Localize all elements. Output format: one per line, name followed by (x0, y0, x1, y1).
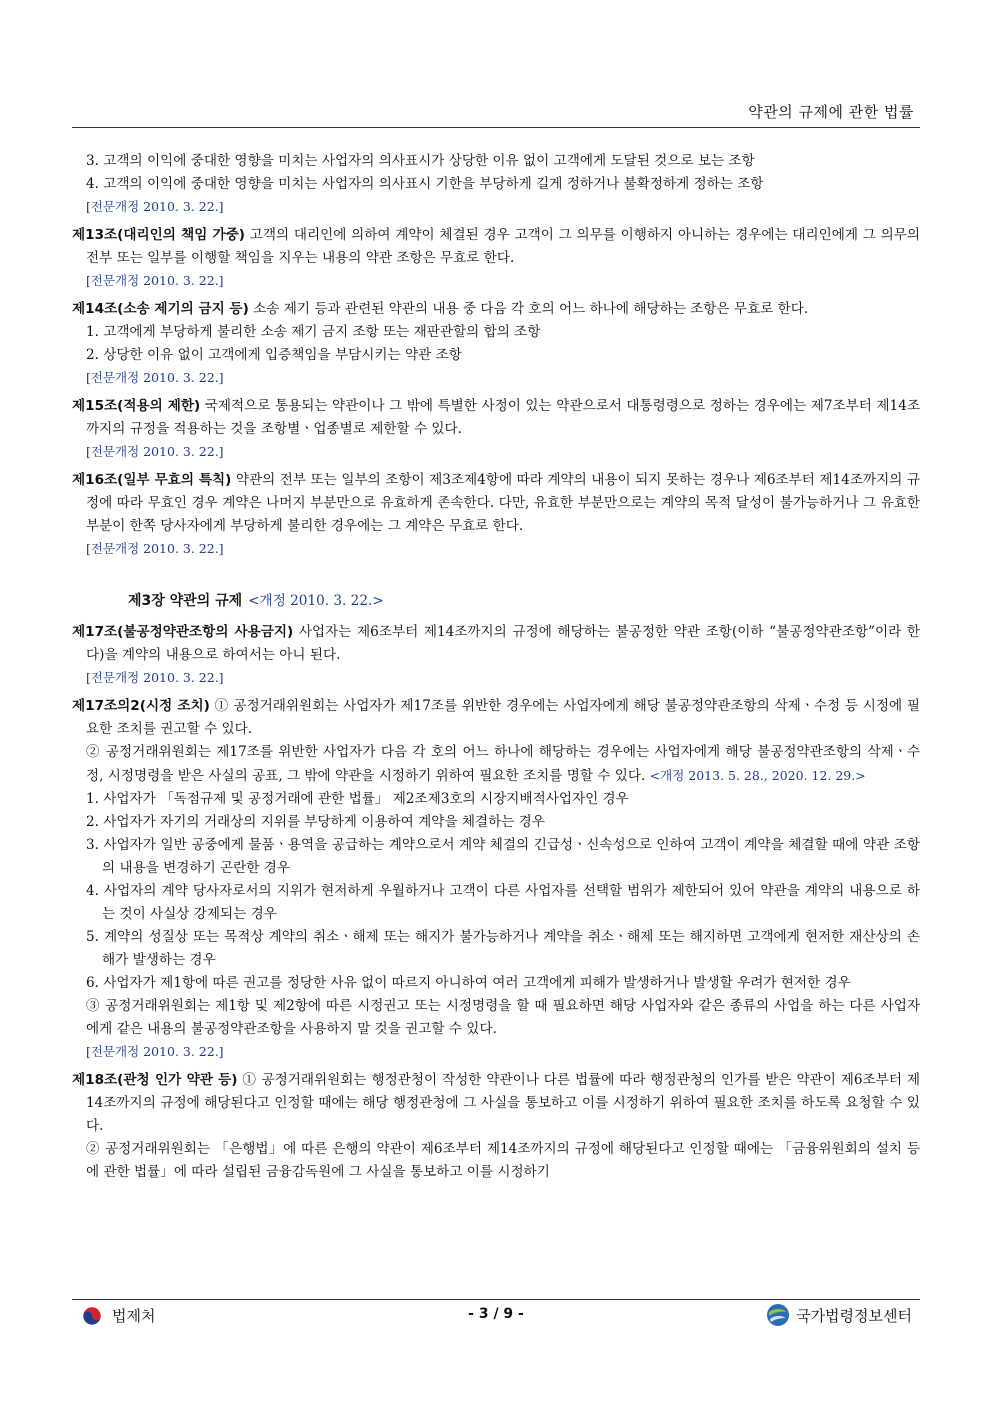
article-paragraph (72, 741, 920, 788)
amendment-note: [전문개정 2010. 3. 22.] (86, 444, 224, 459)
article-text: ① 공정거래위원회는 행정관청이 작성한 약관이나 다른 법률에 따라 행정관청의 인가를 받은 약관이 제6조부터 제14조까지의 규정에 해당된다고 인정할 때에는 해당 행정관청에 그 사실을 통보하고 이를 시정하기 위하여 필요한 조치를 하도록 요청할 수 있다. (86, 1072, 920, 1134)
article-text: ① 공정거래위원회는 사업자가 제17조를 위반한 경우에는 사업자에게 해당 불공정약관조항의 삭제ㆍ수정 등 시정에 필요한 조치를 권고할 수 있다. (86, 698, 920, 737)
amendment-note: [전문개정 2010. 3. 22.] (86, 273, 224, 288)
article-text: 국제적으로 통용되는 약관이나 그 밖에 특별한 사정이 있는 약관으로서 대통령령으로 정하는 경우에는 제7조부터 제14조까지의 규정을 적용하는 것을 조항별ㆍ업종별로 제한할 수 있다. (86, 398, 920, 437)
article-16 (72, 469, 920, 538)
article-item: 6. 사업자가 제1항에 따른 권고를 정당한 사유 없이 따르지 아니하여 여러 고객에게 피해가 발생하거나 발생할 우려가 현저한 경우 (86, 975, 851, 991)
article-18 (72, 1069, 920, 1138)
article-paragraph: ② 공정거래위원회는 「은행법」에 따른 은행의 약관이 제6조부터 제14조까지의 규정에 해당된다고 인정할 때에는 「금융위원회의 설치 등에 관한 법률」에 따라 설립된 금융감독원에 그 사실을 통보하고 이를 시정하기 (86, 1141, 920, 1180)
article-title: 제15조(적용의 제한) (72, 398, 201, 414)
header-divider (72, 127, 920, 128)
article-17-2 (72, 695, 920, 741)
article-15 (72, 395, 920, 441)
header-title: 약관의 규제에 관한 법률 (748, 103, 914, 121)
article-item: 1. 사업자가 「독점규제 및 공정거래에 관한 법률」 제2조제3호의 시장지배적사업자인 경우 (86, 791, 629, 807)
article-14 (72, 298, 920, 321)
amendment-note: [전문개정 2010. 3. 22.] (86, 670, 224, 685)
article-item: 3. 사업자가 일반 공중에게 물품ㆍ용역을 공급하는 계약으로서 계약 체결의 긴급성ㆍ신속성으로 인하여 고객이 계약을 체결할 때에 약관 조항의 내용을 변경하기 곤란한 경우 (86, 837, 920, 876)
page-indicator: - 3 / 9 - (468, 1306, 524, 1322)
inline-amendment: <개정 2013. 5. 28., 2020. 12. 29.> (649, 768, 866, 783)
article-title: 제18조(관청 인가 약관 등) (72, 1072, 238, 1088)
article-text: 약관의 전부 또는 일부의 조항이 제3조제4항에 따라 계약의 내용이 되지 못하는 경우나 제6조부터 제14조까지의 규정에 따라 무효인 경우 계약은 나머지 부분만으로 유효하게 존속한다. 다만, 유효한 부분만으로는 계약의 목적 달성이 불가능하거나 그 유효한 부분이 한쪽 당사자에게 부당하게 불리한 경우에는 그 계약은 무효로 한다. (86, 472, 920, 534)
article-text: 사업자는 제6조부터 제14조까지의 규정에 해당하는 불공정한 약관 조항(이하 “불공정약관조항”이라 한다)을 계약의 내용으로 하여서는 아니 된다. (86, 624, 920, 663)
article-title: 제16조(일부 무효의 특칙) (72, 472, 232, 488)
article-title: 제13조(대리인의 책임 가중) (72, 227, 245, 243)
footer-divider (72, 1299, 920, 1300)
chapter-amendment: <개정 2010. 3. 22.> (248, 593, 384, 609)
article-item: 4. 고객의 이익에 중대한 영향을 미치는 사업자의 의사표시 기한을 부당하게 길게 정하거나 불확정하게 정하는 조항 (86, 176, 764, 192)
article-item: 4. 사업자의 계약 당사자로서의 지위가 현저하게 우월하거나 고객이 다른 사업자를 선택할 범위가 제한되어 있어 약관을 계약의 내용으로 하는 것이 사실상 강제되는 경우 (86, 883, 920, 922)
article-title: 제17조(불공정약관조항의 사용금지) (72, 624, 294, 640)
footer-center-name: 국가법령정보센터 (796, 1306, 912, 1325)
document-body (72, 150, 920, 1184)
chapter-heading (128, 590, 920, 613)
chapter-title: 제3장 약관의 규제 (128, 593, 243, 609)
article-item: 5. 계약의 성질상 또는 목적상 계약의 취소ㆍ해제 또는 해지가 불가능하거나 계약을 취소ㆍ해제 또는 해지하면 고객에게 현저한 재산상의 손해가 발생하는 경우 (86, 929, 920, 968)
article-item: 1. 고객에게 부당하게 불리한 소송 제기 금지 조항 또는 재판관할의 합의 조항 (86, 324, 541, 340)
article-item: 2. 상당한 이유 없이 고객에게 입증책임을 부담시키는 약관 조항 (86, 347, 462, 363)
article-13 (72, 224, 920, 270)
amendment-note: [전문개정 2010. 3. 22.] (86, 199, 224, 214)
article-title: 제14조(소송 제기의 금지 등) (72, 301, 249, 317)
article-title: 제17조의2(시정 조치) (72, 698, 210, 714)
globe-logo-icon (766, 1303, 790, 1327)
amendment-note: [전문개정 2010. 3. 22.] (86, 1044, 224, 1059)
amendment-note: [전문개정 2010. 3. 22.] (86, 370, 224, 385)
article-item: 2. 사업자가 자기의 거래상의 지위를 부당하게 이용하여 계약을 체결하는 경우 (86, 814, 545, 830)
article-text: 고객의 대리인에 의하여 계약이 체결된 경우 고객이 그 의무를 이행하지 아니하는 경우에는 대리인에게 그 의무의 전부 또는 일부를 이행할 책임을 지우는 내용의 약관 조항은 무효로 한다. (86, 227, 920, 266)
article-17 (72, 621, 920, 667)
footer-org-name: 법제처 (112, 1307, 156, 1325)
article-paragraph: ③ 공정거래위원회는 제1항 및 제2항에 따른 시정권고 또는 시정명령을 할 때 필요하면 해당 사업자와 같은 종류의 사업을 하는 다른 사업자에게 같은 내용의 불공정약관조항을 사용하지 말 것을 권고할 수 있다. (86, 998, 920, 1037)
paragraph-text: ② 공정거래위원회는 제17조를 위반한 사업자가 다음 각 호의 어느 하나에 해당하는 경우에는 사업자에게 해당 불공정약관조항의 삭제ㆍ수정, 시정명령을 받은 사실의 공표, 그 밖에 약관을 시정하기 위하여 필요한 조치를 명할 수 있다. (86, 744, 920, 784)
amendment-note: [전문개정 2010. 3. 22.] (86, 541, 224, 556)
article-text: 소송 제기 등과 관련된 약관의 내용 중 다음 각 호의 어느 하나에 해당하는 조항은 무효로 한다. (248, 301, 809, 317)
footer-right (766, 1303, 912, 1327)
article-item: 3. 고객의 이익에 중대한 영향을 미치는 사업자의 의사표시가 상당한 이유 없이 고객에게 도달된 것으로 보는 조항 (86, 153, 755, 169)
